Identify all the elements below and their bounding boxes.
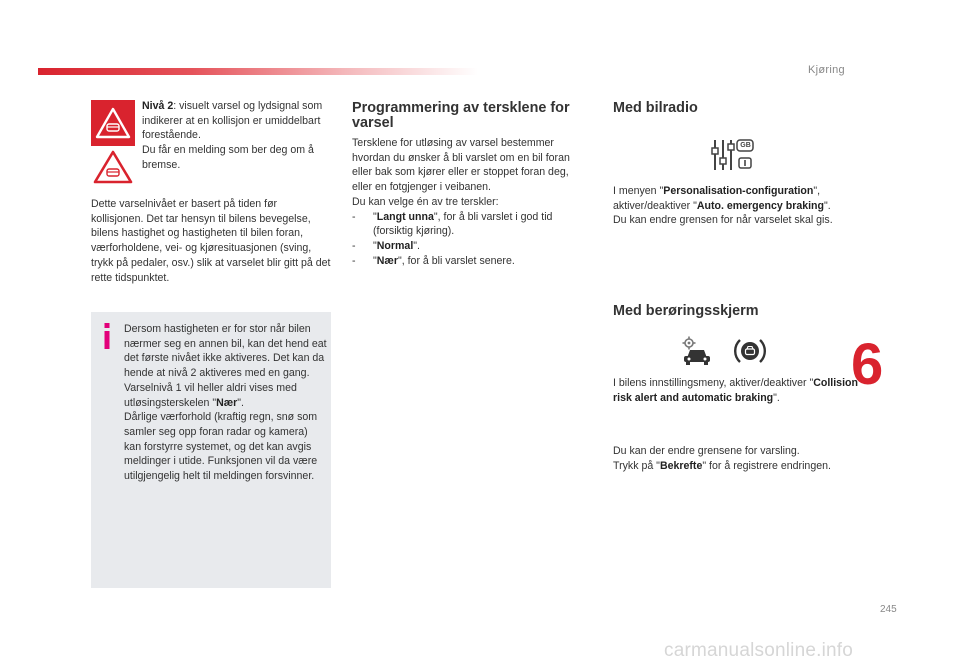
- radio-menu-name: Personalisation-configuration: [663, 185, 814, 197]
- touchscreen-threshold-text: Du kan der endre grensene for varsling. Trykk på "Bekrefte" for å registrere endringen.: [613, 445, 831, 472]
- threshold-options-list: [352, 210, 582, 269]
- note-paragraph-3: Dårlige værforhold (kraftig regn, snø som samler seg opp foran radar og kamera) kan forstyrre systemet, og det kan avgis meldinger i utide. Funksjonen vil da være utilgjengelig helt til meldingen forsvinner.: [124, 411, 318, 483]
- car-radio-title: Med bilradio: [613, 100, 698, 116]
- section-label: Kjøring: [808, 64, 845, 76]
- list-item: - "Normal".: [352, 239, 420, 252]
- radio-icon-badge: GB: [740, 142, 751, 149]
- level2-description: [142, 99, 332, 173]
- radio-instructions: I menyen "Personalisation-configuration", aktiver/deaktiver "Auto. emergency braking". Du kan endre grensen for når varselet skal gis.: [613, 185, 833, 227]
- touchscreen-option-name: Collision risk alert and automatic braking: [613, 377, 858, 404]
- list-item: - "Langt unna", for å bli varslet i god tid (forsiktig kjøring).: [352, 210, 553, 238]
- note-paragraph-2: Varselnivå 1 vil heller aldri vises med utløsingsterskelen "Nær".: [124, 381, 297, 409]
- threshold-intro: [352, 136, 582, 268]
- radio-threshold-text: Du kan endre grensen for når varselet skal gis.: [613, 214, 833, 227]
- watermark: carmanualsonline.info: [664, 640, 854, 661]
- level2-text: : visuelt varsel og lydsignal som indikerer at en kollisjon er umiddelbart forestående.: [142, 100, 323, 142]
- radio-option-name: Auto. emergency braking: [696, 199, 824, 212]
- touchscreen-instructions: I bilens innstillingsmeny, aktiver/deaktiver "Collision risk alert and automatic braking".: [613, 377, 858, 404]
- note-paragraph-1: Dersom hastigheten er for stor når bilen nærmer seg en annen bil, kan det hend eat det første nivået ikke aktiveres. Det kan da hende at nivå 2 aktiveres med en gang.: [124, 323, 327, 380]
- car-settings-icon: [681, 336, 713, 366]
- alert-timing-paragraph: Dette varselnivået er basert på tiden før kollisjonen. Det tar hensyn til bilens bevegelse, bilens hastighet og hastigheten til bilen foran, værforholdene, vei- og kjøresituasjonen (sving, trykk på pedaler, osv.) slik at varselet blir gitt på det rette tidspunktet.: [91, 198, 331, 284]
- level2-label: Nivå 2: [142, 100, 174, 112]
- collision-alert-warning-icon: [91, 148, 135, 186]
- info-icon: [102, 323, 112, 349]
- collision-alert-icon: [734, 336, 766, 366]
- list-item: - "Nær", for å bli varslet senere.: [352, 254, 515, 267]
- radio-settings-icon: [711, 138, 755, 172]
- threshold-programming-title: Programmering av tersklene for varsel: [352, 100, 570, 131]
- header-gradient-bar: [38, 68, 478, 75]
- level2-brake-message: Du får en melding som ber deg om å bremse.: [142, 144, 314, 171]
- touchscreen-title: Med berøringsskjerm: [613, 303, 759, 319]
- chapter-number: 6: [851, 332, 884, 397]
- confirm-label: Bekrefte: [659, 459, 703, 472]
- threshold-choice-text: Du kan velge én av tre terskler:: [352, 195, 499, 208]
- collision-alert-level2-icon: [91, 100, 135, 146]
- info-note-text: [124, 322, 327, 484]
- page-number: 245: [880, 604, 897, 615]
- threshold-intro-text: Tersklene for utløsing av varsel bestemmer hvordan du ønsker å bli varslet om en bil foran eller bak som kjører eller er stoppet foran deg, eller en fotgjenger i veibanen.: [352, 137, 570, 194]
